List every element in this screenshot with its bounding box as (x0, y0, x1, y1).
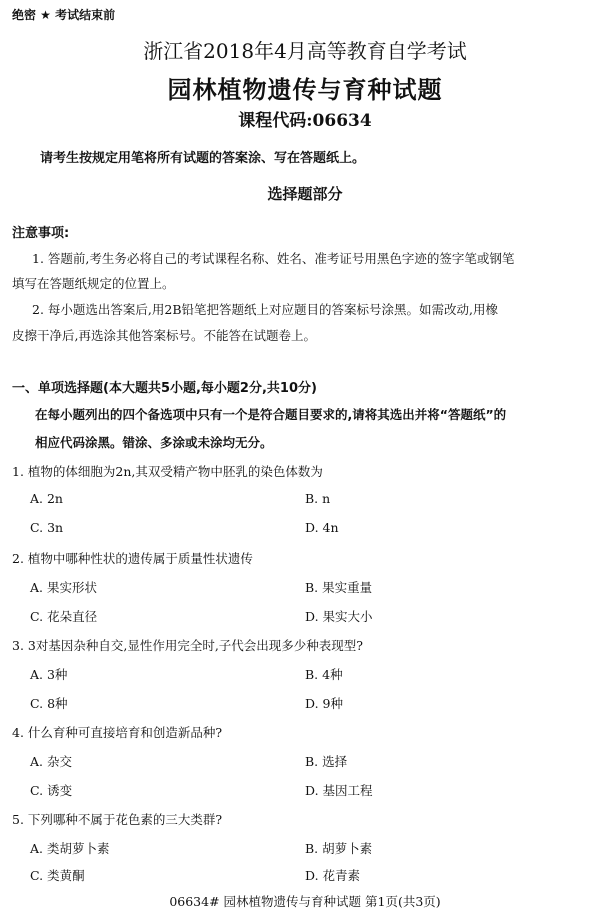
exam-title: 浙江省2018年4月高等教育自学考试 (143, 39, 467, 63)
option-a: A. 果实形状 (30, 580, 97, 595)
note-item-2-line-1: 2. 每小题选出答案后,用2B铅笔把答题纸上对应题目的答案标号涂黑。如需改动,用橡 (32, 302, 498, 317)
option-d: D. 果实大小 (305, 609, 373, 624)
option-c: C. 诱变 (30, 783, 73, 798)
option-b: B. n (305, 491, 331, 506)
option-a: A. 2n (30, 491, 63, 506)
notes-heading: 注意事项: (12, 226, 70, 241)
note-item-1-line-2: 填写在答题纸规定的位置上。 (12, 276, 175, 291)
note-item-1-line-1: 1. 答题前,考生务必将自己的考试课程名称、姓名、准考证号用黑色字迹的签字笔或钢笔 (32, 251, 515, 266)
question-text: 4. 什么育种可直接培育和创造新品种? (12, 725, 223, 740)
note-item-2-line-2: 皮擦干净后,再选涂其他答案标号。不能答在试题卷上。 (12, 328, 316, 343)
option-c: C. 8种 (30, 696, 68, 711)
question-text: 2. 植物中哪种性状的遗传属于质量性状遗传 (12, 551, 253, 566)
section-instruction-line-1: 在每小题列出的四个备选项中只有一个是符合题目要求的,请将其选出并将“答题纸”的 (35, 407, 507, 422)
option-a: A. 3种 (30, 667, 68, 682)
option-c: C. 3n (30, 520, 64, 535)
option-a: A. 类胡萝卜素 (30, 841, 110, 856)
question-text: 3. 3对基因杂种自交,显性作用完全时,子代会出现多少种表现型? (12, 638, 364, 653)
option-c: C. 花朵直径 (30, 609, 98, 624)
question-text: 1. 植物的体细胞为2n,其双受精产物中胚乳的染色体数为 (12, 464, 323, 479)
question-text: 5. 下列哪种不属于花色素的三大类群? (12, 812, 223, 827)
section-heading: 一、单项选择题(本大题共5小题,每小题2分,共10分) (12, 381, 317, 396)
option-d: D. 花青素 (305, 868, 361, 883)
option-d: D. 9种 (305, 696, 343, 711)
option-d: D. 4n (305, 520, 339, 535)
page-footer: 06634# 园林植物遗传与育种试题 第1页(共3页) (169, 894, 441, 909)
option-a: A. 杂交 (30, 754, 72, 769)
option-d: D. 基因工程 (305, 783, 373, 798)
course-code: 课程代码:06634 (238, 111, 372, 131)
confidential-label: 绝密 ★ 考试结束前 (12, 8, 116, 22)
option-b: B. 4种 (305, 667, 343, 682)
option-b: B. 果实重量 (305, 580, 373, 595)
general-instruction: 请考生按规定用笔将所有试题的答案涂、写在答题纸上。 (40, 151, 366, 166)
option-b: B. 选择 (305, 754, 348, 769)
option-c: C. 类黄酮 (30, 868, 85, 883)
part-title: 选择题部分 (267, 185, 343, 203)
option-b: B. 胡萝卜素 (305, 841, 373, 856)
section-instruction-line-2: 相应代码涂黑。错涂、多涂或未涂均无分。 (35, 435, 273, 450)
subject-title: 园林植物遗传与育种试题 (167, 75, 443, 104)
